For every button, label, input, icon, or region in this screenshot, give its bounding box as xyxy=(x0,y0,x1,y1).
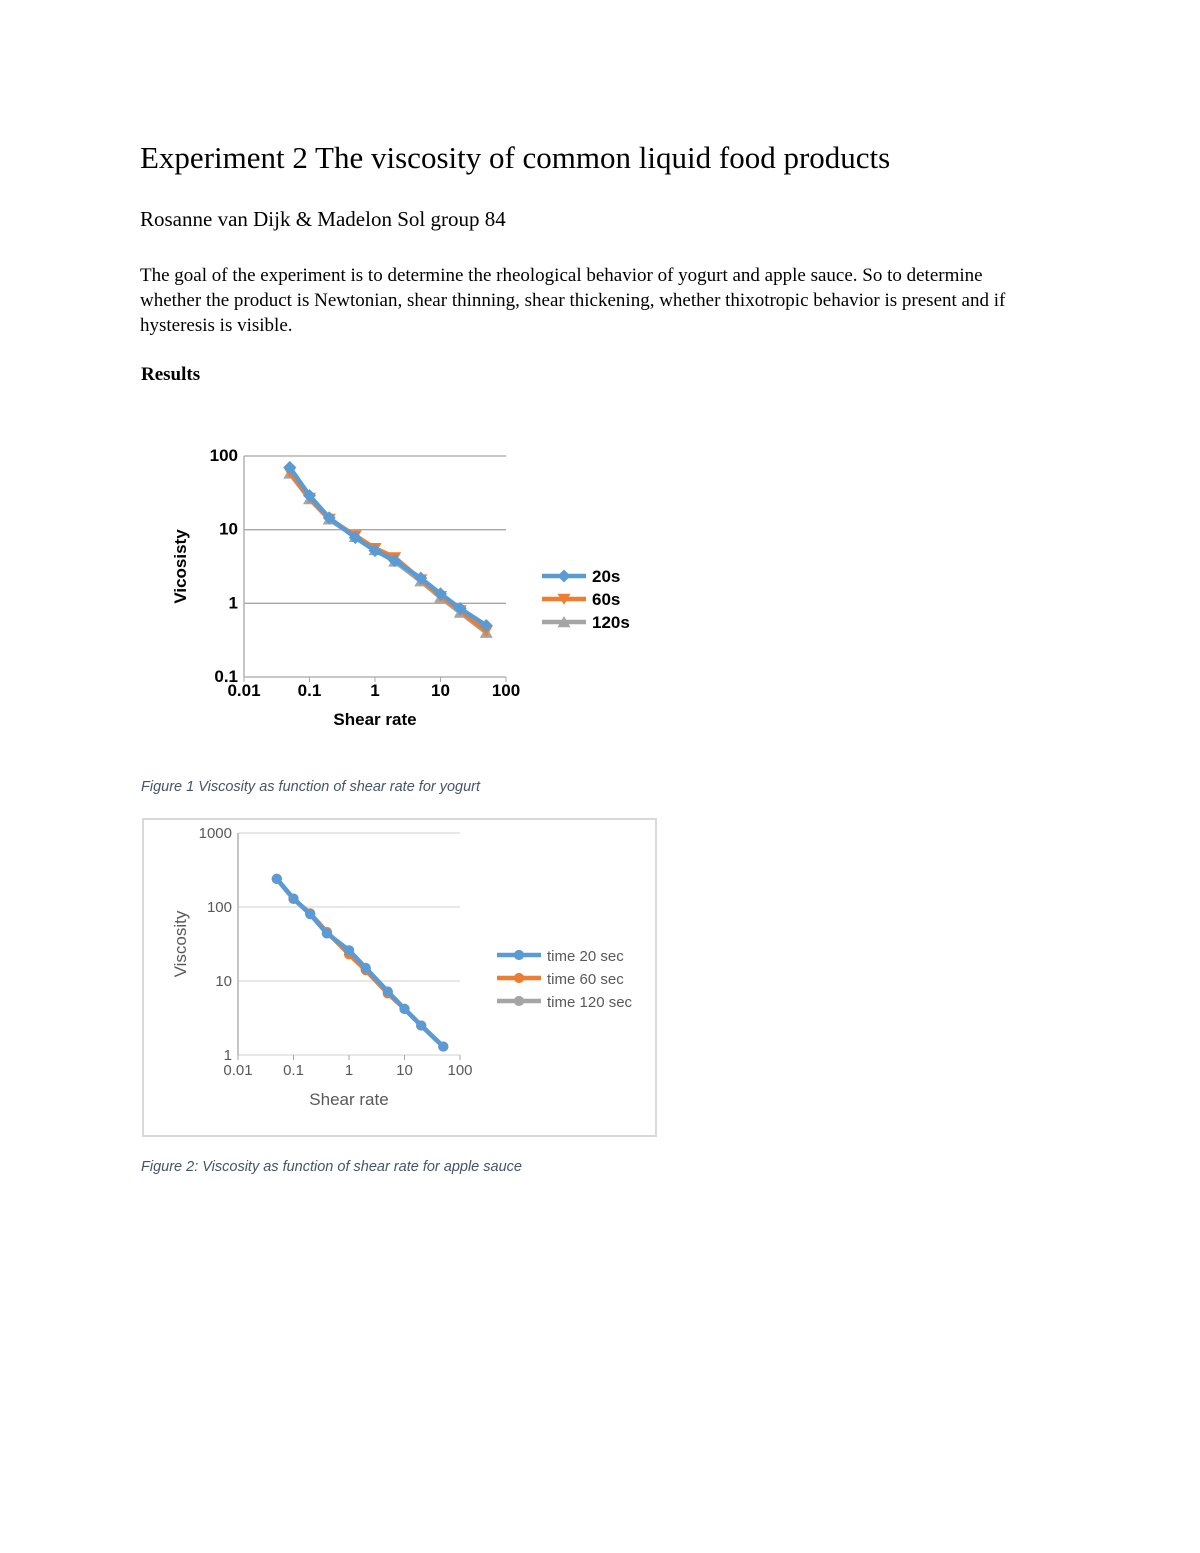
legend-label: 20s xyxy=(592,567,621,586)
y-axis-title: Vicosisty xyxy=(171,529,190,604)
y-tick-label: 100 xyxy=(206,899,232,916)
x-tick-label: 100 xyxy=(447,1062,473,1079)
y-tick-label: 10 xyxy=(215,973,232,990)
data-point xyxy=(438,1041,448,1051)
x-tick-label: 0.01 xyxy=(223,1062,253,1079)
legend-label: time 20 sec xyxy=(547,948,624,965)
apple-sauce-viscosity-chart xyxy=(0,0,700,1150)
y-tick-label: 1000 xyxy=(198,825,232,842)
goal-paragraph: The goal of the experiment is to determine the rheological behavior of yogurt and apple sauce. So to determine whether the product is Newtonian, shear thinning, shear thickening, whether thixotropic behavior is present and if hysteresis is visible. xyxy=(140,265,1006,336)
x-tick-label: 10 xyxy=(396,1062,413,1079)
legend-marker xyxy=(514,973,524,983)
x-tick-label: 1 xyxy=(370,681,380,700)
data-point xyxy=(305,909,315,919)
data-point xyxy=(361,963,371,973)
data-point xyxy=(272,874,282,884)
y-tick-label: 1 xyxy=(228,593,238,613)
x-tick-label: 0.1 xyxy=(297,681,322,700)
legend-marker xyxy=(514,996,524,1006)
legend-label: 60s xyxy=(592,590,621,609)
authors-line: Rosanne van Dijk & Madelon Sol group 84 xyxy=(140,207,506,231)
x-axis-title: Shear rate xyxy=(309,1090,389,1109)
data-point xyxy=(322,928,332,938)
x-axis-title: Shear rate xyxy=(333,710,417,729)
x-tick-label: 100 xyxy=(491,681,521,700)
legend-marker xyxy=(514,950,524,960)
data-point xyxy=(288,893,298,903)
y-tick-label: 10 xyxy=(219,519,238,539)
legend-label: time 120 sec xyxy=(547,994,633,1011)
data-point xyxy=(383,986,393,996)
x-tick-label: 0.1 xyxy=(283,1062,304,1079)
x-tick-label: 1 xyxy=(344,1062,354,1079)
legend-label: 120s xyxy=(592,613,630,632)
figure-1-caption: Figure 1 Viscosity as function of shear rate for yogurt xyxy=(141,779,481,795)
x-tick-label: 10 xyxy=(431,681,450,700)
x-tick-label: 0.01 xyxy=(227,681,261,700)
data-point xyxy=(416,1020,426,1030)
document-title: Experiment 2 The viscosity of common liquid food products xyxy=(140,140,891,175)
y-tick-label: 1 xyxy=(223,1047,232,1064)
y-tick-label: 100 xyxy=(209,446,238,465)
results-heading: Results xyxy=(141,364,201,385)
legend-label: time 60 sec xyxy=(547,971,624,988)
figure-2-caption: Figure 2: Viscosity as function of shear rate for apple sauce xyxy=(141,1159,522,1175)
y-axis-title: Viscosity xyxy=(171,910,190,978)
data-point xyxy=(399,1004,409,1014)
data-point xyxy=(344,945,354,955)
y-tick-label: 0.1 xyxy=(214,667,238,686)
